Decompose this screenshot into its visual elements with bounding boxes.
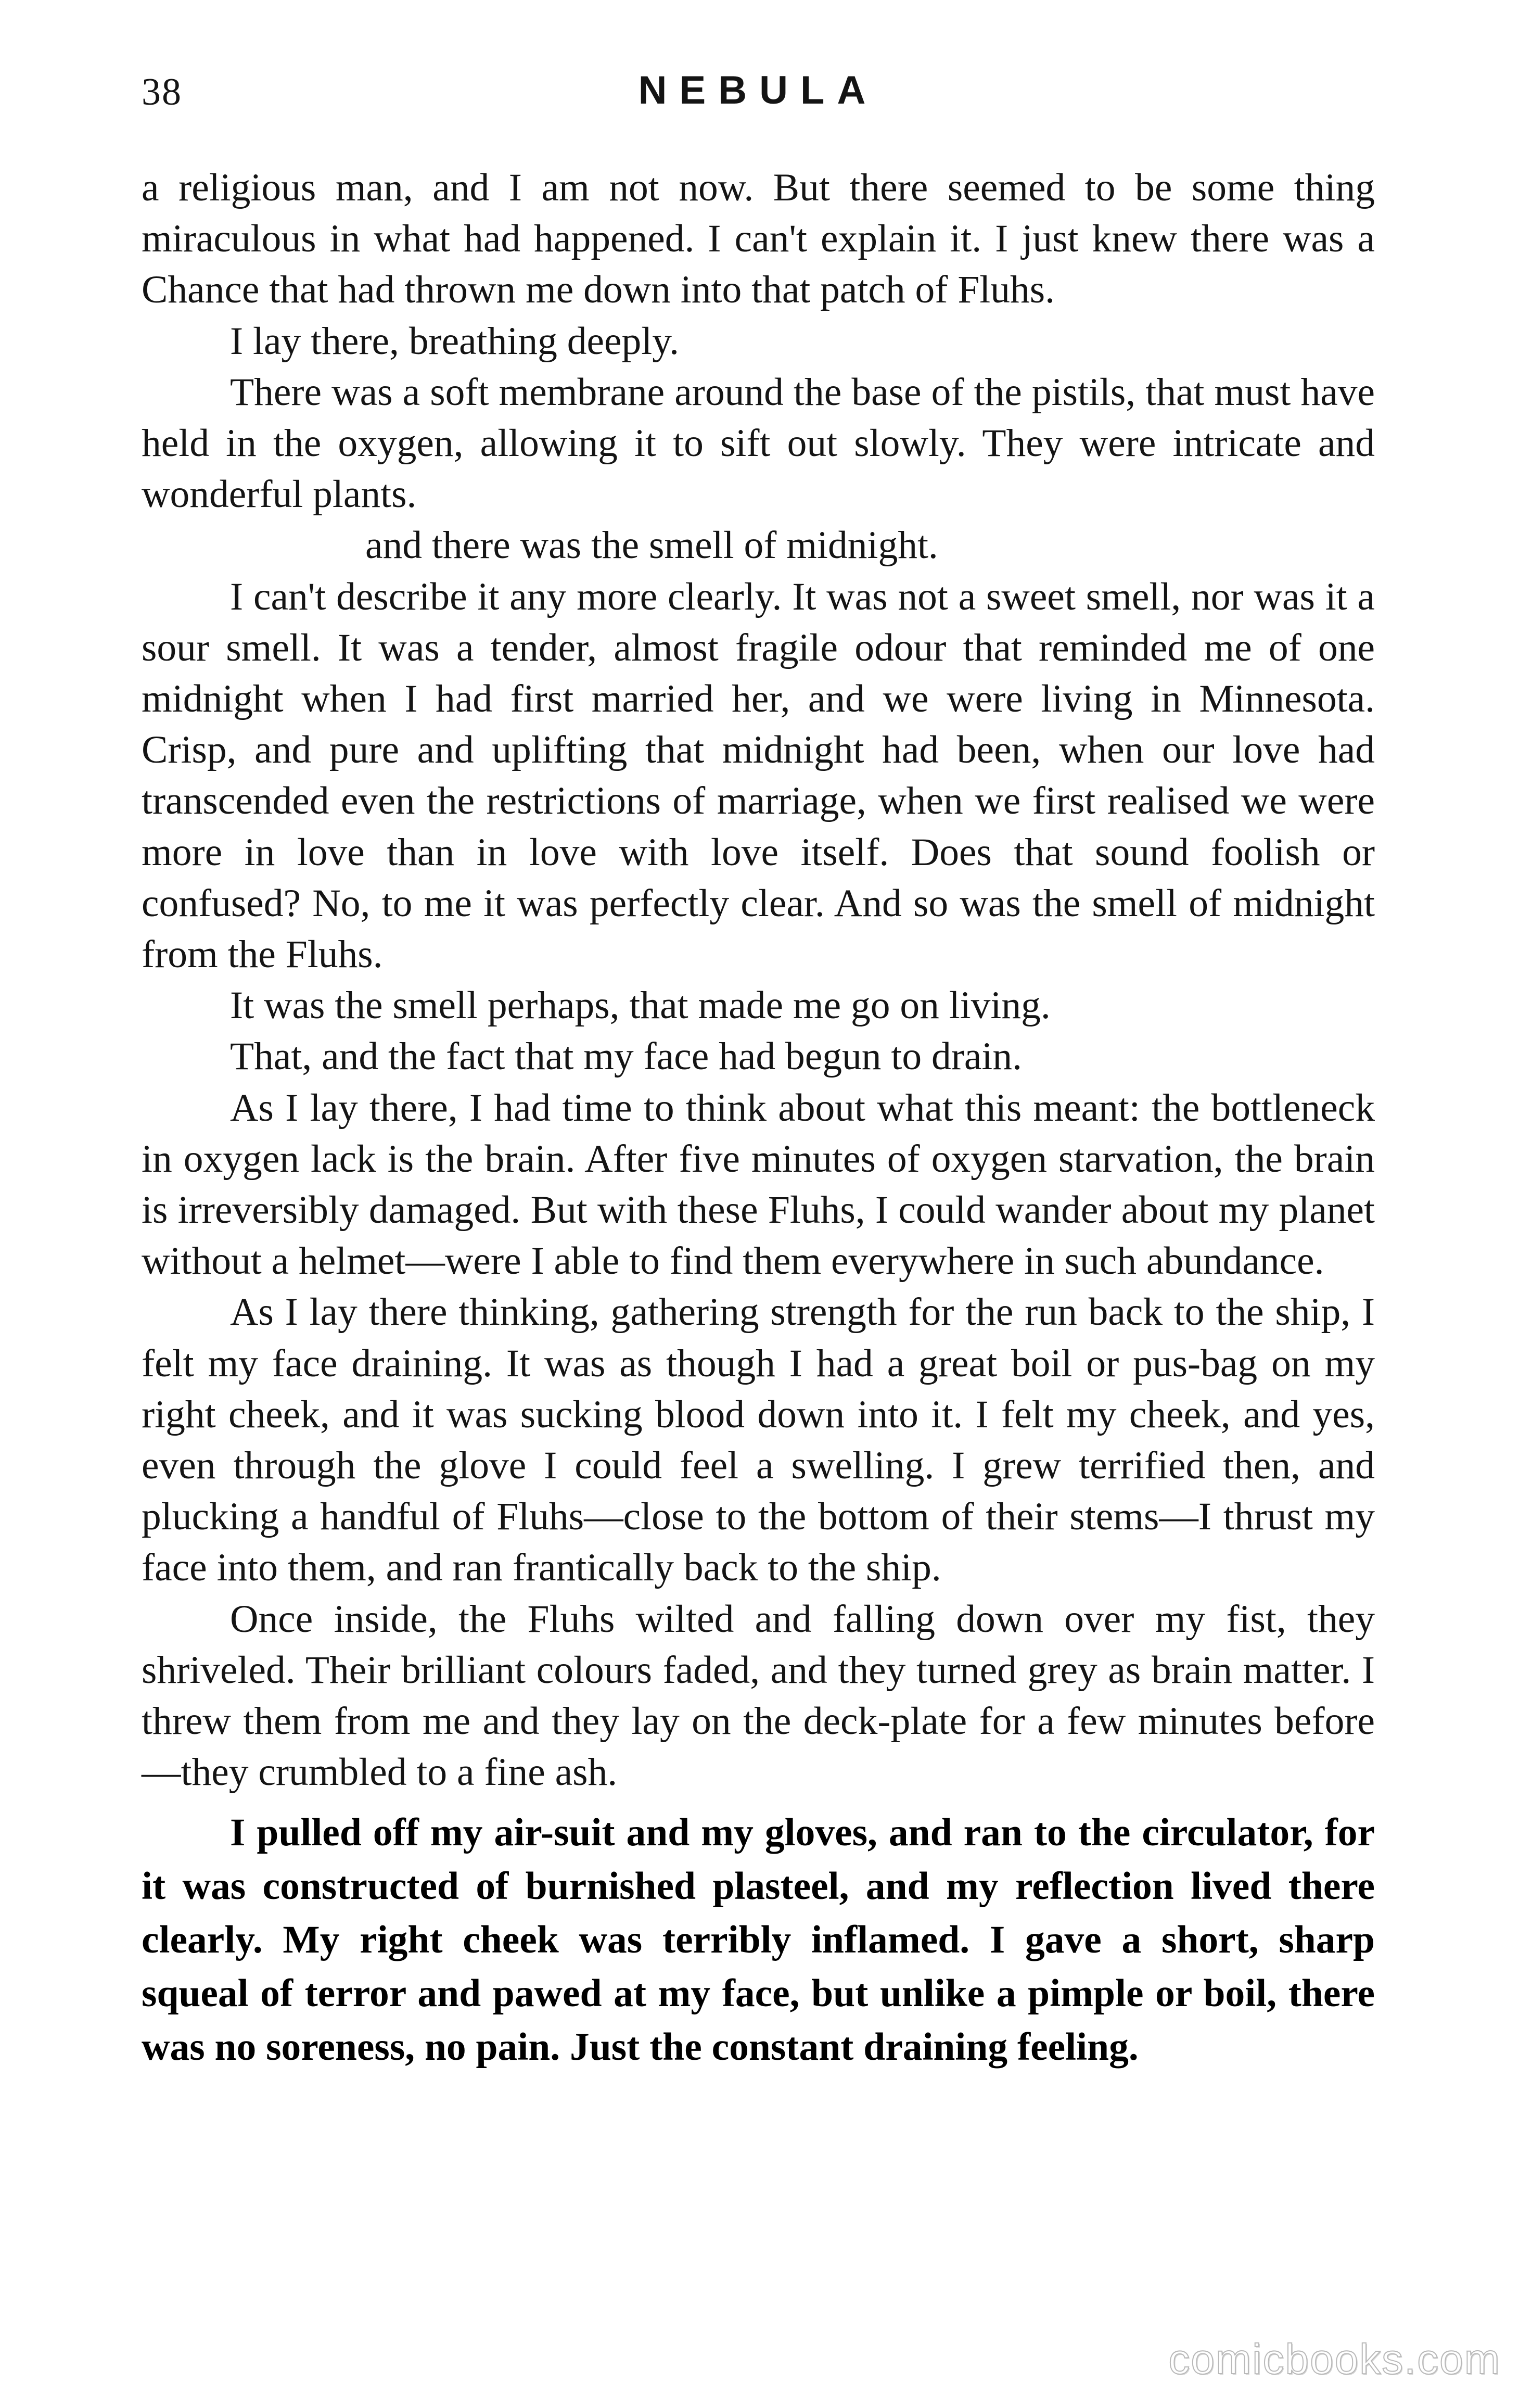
body-text [142,162,1375,2074]
paragraph: and there was the smell of midnight. [365,524,938,567]
paragraph: I lay there, breathing deeply. [230,319,679,363]
page-number: 38 [142,71,182,113]
paragraph: Once inside, the Fluhs wilted and falling down over my fist, they shriveled. Their brilliant colours faded, and they turned grey as brain matter. I threw them from me and they lay on the deck-plate for a few minutes before—they crumbled to a fine ash. [142,1597,1375,1794]
paragraph: I can't describe it any more clearly. It was not a sweet smell, nor was it a sour smell. It was a tender, almost fragile odour that reminded me of one midnight when I had first married her, and we were living in Minnesota. Crisp, and pure and uplifting that midnight had been, when our love had transcended even the restrictions of marriage, when we first realised we were more in love than in love with love itself. Does that sound foolish or confused? No, to me it was perfectly clear. And so was the smell of midnight from the Fluhs. [142,575,1375,977]
paragraph: It was the smell perhaps, that made me go on living. [230,984,1051,1028]
paragraph: As I lay there thinking, gathering strength for the run back to the ship, I felt my face draining. It was as though I had a great boil or pus-bag on my right cheek, and it was sucking blood down into it. I felt my cheek, and yes, even through the glove I could feel a swelling. I grew terrified then, and plucking a handful of Fluhs—close to the bottom of their stems—I thrust my face into them, and ran frantically back to the ship. [142,1290,1375,1590]
paragraph: a religious man, and I am not now. But there seemed to be some thing miraculous in what had happened. I can't explain it. I just knew there was a Chance that had thrown me down into that patch of Fluhs. [142,166,1375,312]
paragraph: As I lay there, I had time to think about what this meant: the bottleneck in oxygen lack is the brain. After five minutes of oxygen starvation, the brain is irreversibly damaged. But with these Fluhs, I could wander about my planet without a helmet—were I able to find them everywhere in such abundance. [142,1086,1375,1283]
page-header [142,68,1375,130]
watermark: comicbooks.com [1168,2336,1501,2383]
running-title: NEBULA [638,68,878,112]
paragraph: I pulled off my air-suit and my gloves, and ran to the circulator, for it was constructed of burnished plasteel, and my reflection lived there clearly. My right cheek was terribly inflamed. I gave a short, sharp squeal of terror and pawed at my face, but unlike a pimple or boil, there was no soreness, no pain. Just the constant draining feeling. [142,1810,1375,2069]
paragraph: That, and the fact that my face had begun to drain. [230,1035,1022,1079]
paragraph: There was a soft membrane around the base of the pistils, that must have held in the oxygen, allowing it to sift out slowly. They were intricate and wonderful plants. [142,370,1375,516]
